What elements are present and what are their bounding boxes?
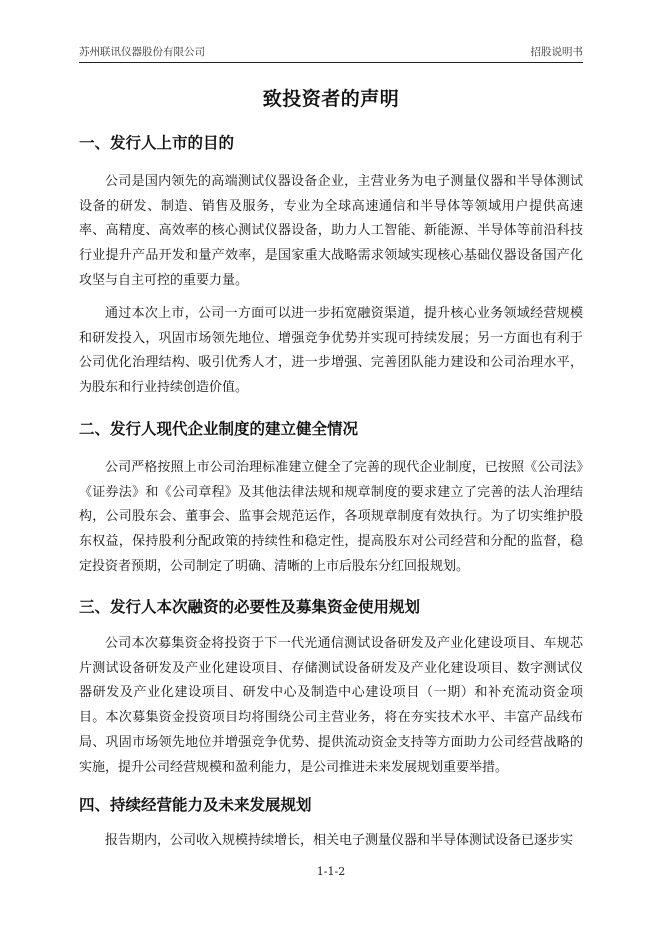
page-title: 致投资者的声明 — [262, 88, 400, 110]
section-heading-1: 一、发行人上市的目的 — [79, 134, 235, 152]
section-4-paragraph-1: 报告期内，公司收入规模持续增长，相关电子测量仪器和半导体测试设备已逐步实 — [105, 833, 574, 848]
header-document-type: 招股说明书 — [530, 46, 583, 58]
section-heading-2: 二、发行人现代企业制度的建立健全情况 — [79, 420, 359, 438]
section-2-paragraph-1: 公司严格按照上市公司治理标准建立健全了完善的现代企业制度，已按照《公司法》《证券法》和《公司章程》及其他法律法规和规章制度的要求建立了完善的法人治理结构，公司股东会、董事会、监事会规范运作，各项规章制度有效执行。为了切实维护股东权益，保持股利分配政策的持续性和稳定性，提高股东对公司经营和分配的监督，稳定投资者预期，公司制定了明确、清晰的上市后股东分红回报规划。 — [79, 460, 583, 574]
section-1-paragraph-1: 公司是国内领先的高端测试仪器设备企业，主营业务为电子测量仪器和半导体测试设备的研发、制造、销售及服务，专业为全球高速通信和半导体等领域用户提供高速率、高精度、高效率的核心测试仪器设备，助力人工智能、新能源、半导体等前沿科技行业提升产品开发和量产效率，是国家重大战略需求领域实现核心基础仪器设备国产化攻坚与自主可控的重要力量。 — [79, 174, 583, 288]
header-company-name: 苏州联讯仪器股份有限公司 — [79, 46, 205, 58]
section-heading-4: 四、持续经营能力及未来发展规划 — [79, 796, 312, 814]
page-header — [79, 46, 583, 63]
section-3-paragraph-1: 公司本次募集资金将投资于下一代光通信测试设备研发及产业化建设项目、车规芯片测试设备研发及产业化建设项目、存储测试设备研发及产业化建设项目、数字测试仪器研发及产业化建设项目、研发中心及制造中心建设项目（一期）和补充流动资金项目。本次募集资金投资项目均将围绕公司主营业务，将在夯实技术水平、丰富产品线布局、巩固市场领先地位并增强竞争优势、提供流动资金支持等方面助力公司经营战略的实施，提升公司经营规模和盈利能力，是公司推进未来发展规划重要举措。 — [79, 636, 583, 775]
section-heading-3: 三、发行人本次融资的必要性及募集资金使用规划 — [79, 598, 421, 616]
page-number: 1-1-2 — [316, 865, 346, 878]
section-1-paragraph-2: 通过本次上市，公司一方面可以进一步拓宽融资渠道，提升核心业务领域经营规模和研发投入，巩固市场领先地位、增强竞争优势并实现可持续发展；另一方面也有利于公司优化治理结构、吸引优秀人才，进一步增强、完善团队能力建设和公司治理水平，为股东和行业持续创造价值。 — [79, 306, 583, 396]
